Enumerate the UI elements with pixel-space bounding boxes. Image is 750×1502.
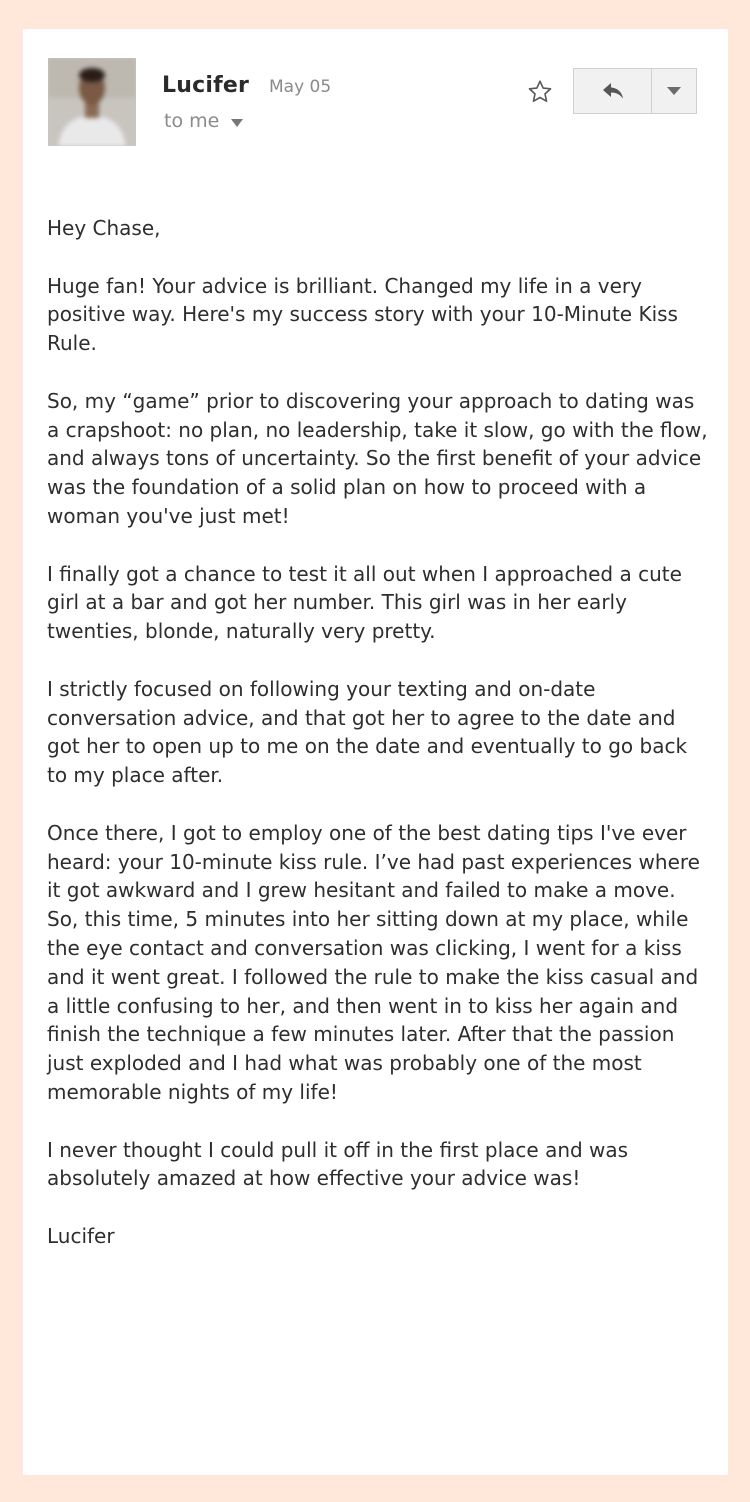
reply-button[interactable] — [574, 69, 652, 113]
email-paragraph: Once there, I got to employ one of the best dating tips I've ever heard: your 10-minute kiss rule. I’ve had past experiences where it got awkward and I grew hesitant and failed to make a move. So, this time, 5 minutes into her sitting down at my place, while the eye contact and conversation was clicking, I went for a kiss and it went great. I followed the rule to make the kiss casual and a little confusing to her, and then went in to kiss her again and finish the technique a few minutes later. After that the passion just exploded and I had what was probably one of the most memorable nights of my life! — [47, 820, 700, 1104]
more-options-button[interactable] — [652, 69, 696, 113]
reply-icon — [602, 82, 624, 100]
chevron-down-icon — [667, 87, 681, 95]
email-body — [47, 214, 712, 1251]
email-paragraph: I finally got a chance to test it all out when I approached a cute girl at a bar and got her number. This girl was in her early twenties, blonde, naturally very pretty. — [47, 561, 682, 644]
email-signature: Lucifer — [47, 1223, 115, 1248]
email-paragraph: I never thought I could pull it off in the first place and was absolutely amazed at how effective your advice was! — [47, 1137, 629, 1191]
recipient-line — [164, 110, 243, 132]
email-date: May 05 — [269, 77, 332, 97]
chevron-down-icon[interactable] — [231, 119, 243, 127]
email-greeting: Hey Chase, — [47, 216, 161, 240]
email-paragraph: So, my “game” prior to discovering your approach to dating was a crapshoot: no plan, no leadership, take it slow, go with the flow, and always tons of uncertainty. So the first benefit of your advice was the foundation of a solid plan on how to proceed with a woman you've just met! — [47, 388, 708, 528]
reply-button-group — [573, 68, 697, 114]
sender-name[interactable]: Lucifer — [162, 73, 250, 98]
star-icon[interactable] — [526, 78, 554, 106]
email-paragraph: Huge fan! Your advice is brilliant. Changed my life in a very positive way. Here's my success story with your 10-Minute Kiss Rule. — [47, 273, 678, 356]
recipient-label: to me — [164, 110, 220, 132]
sender-avatar — [48, 58, 136, 146]
email-paragraph: I strictly focused on following your texting and on-date conversation advice, and that got her to agree to the date and got her to open up to me on the date and eventually to go back to my place after. — [47, 676, 688, 788]
email-card — [23, 29, 728, 1475]
